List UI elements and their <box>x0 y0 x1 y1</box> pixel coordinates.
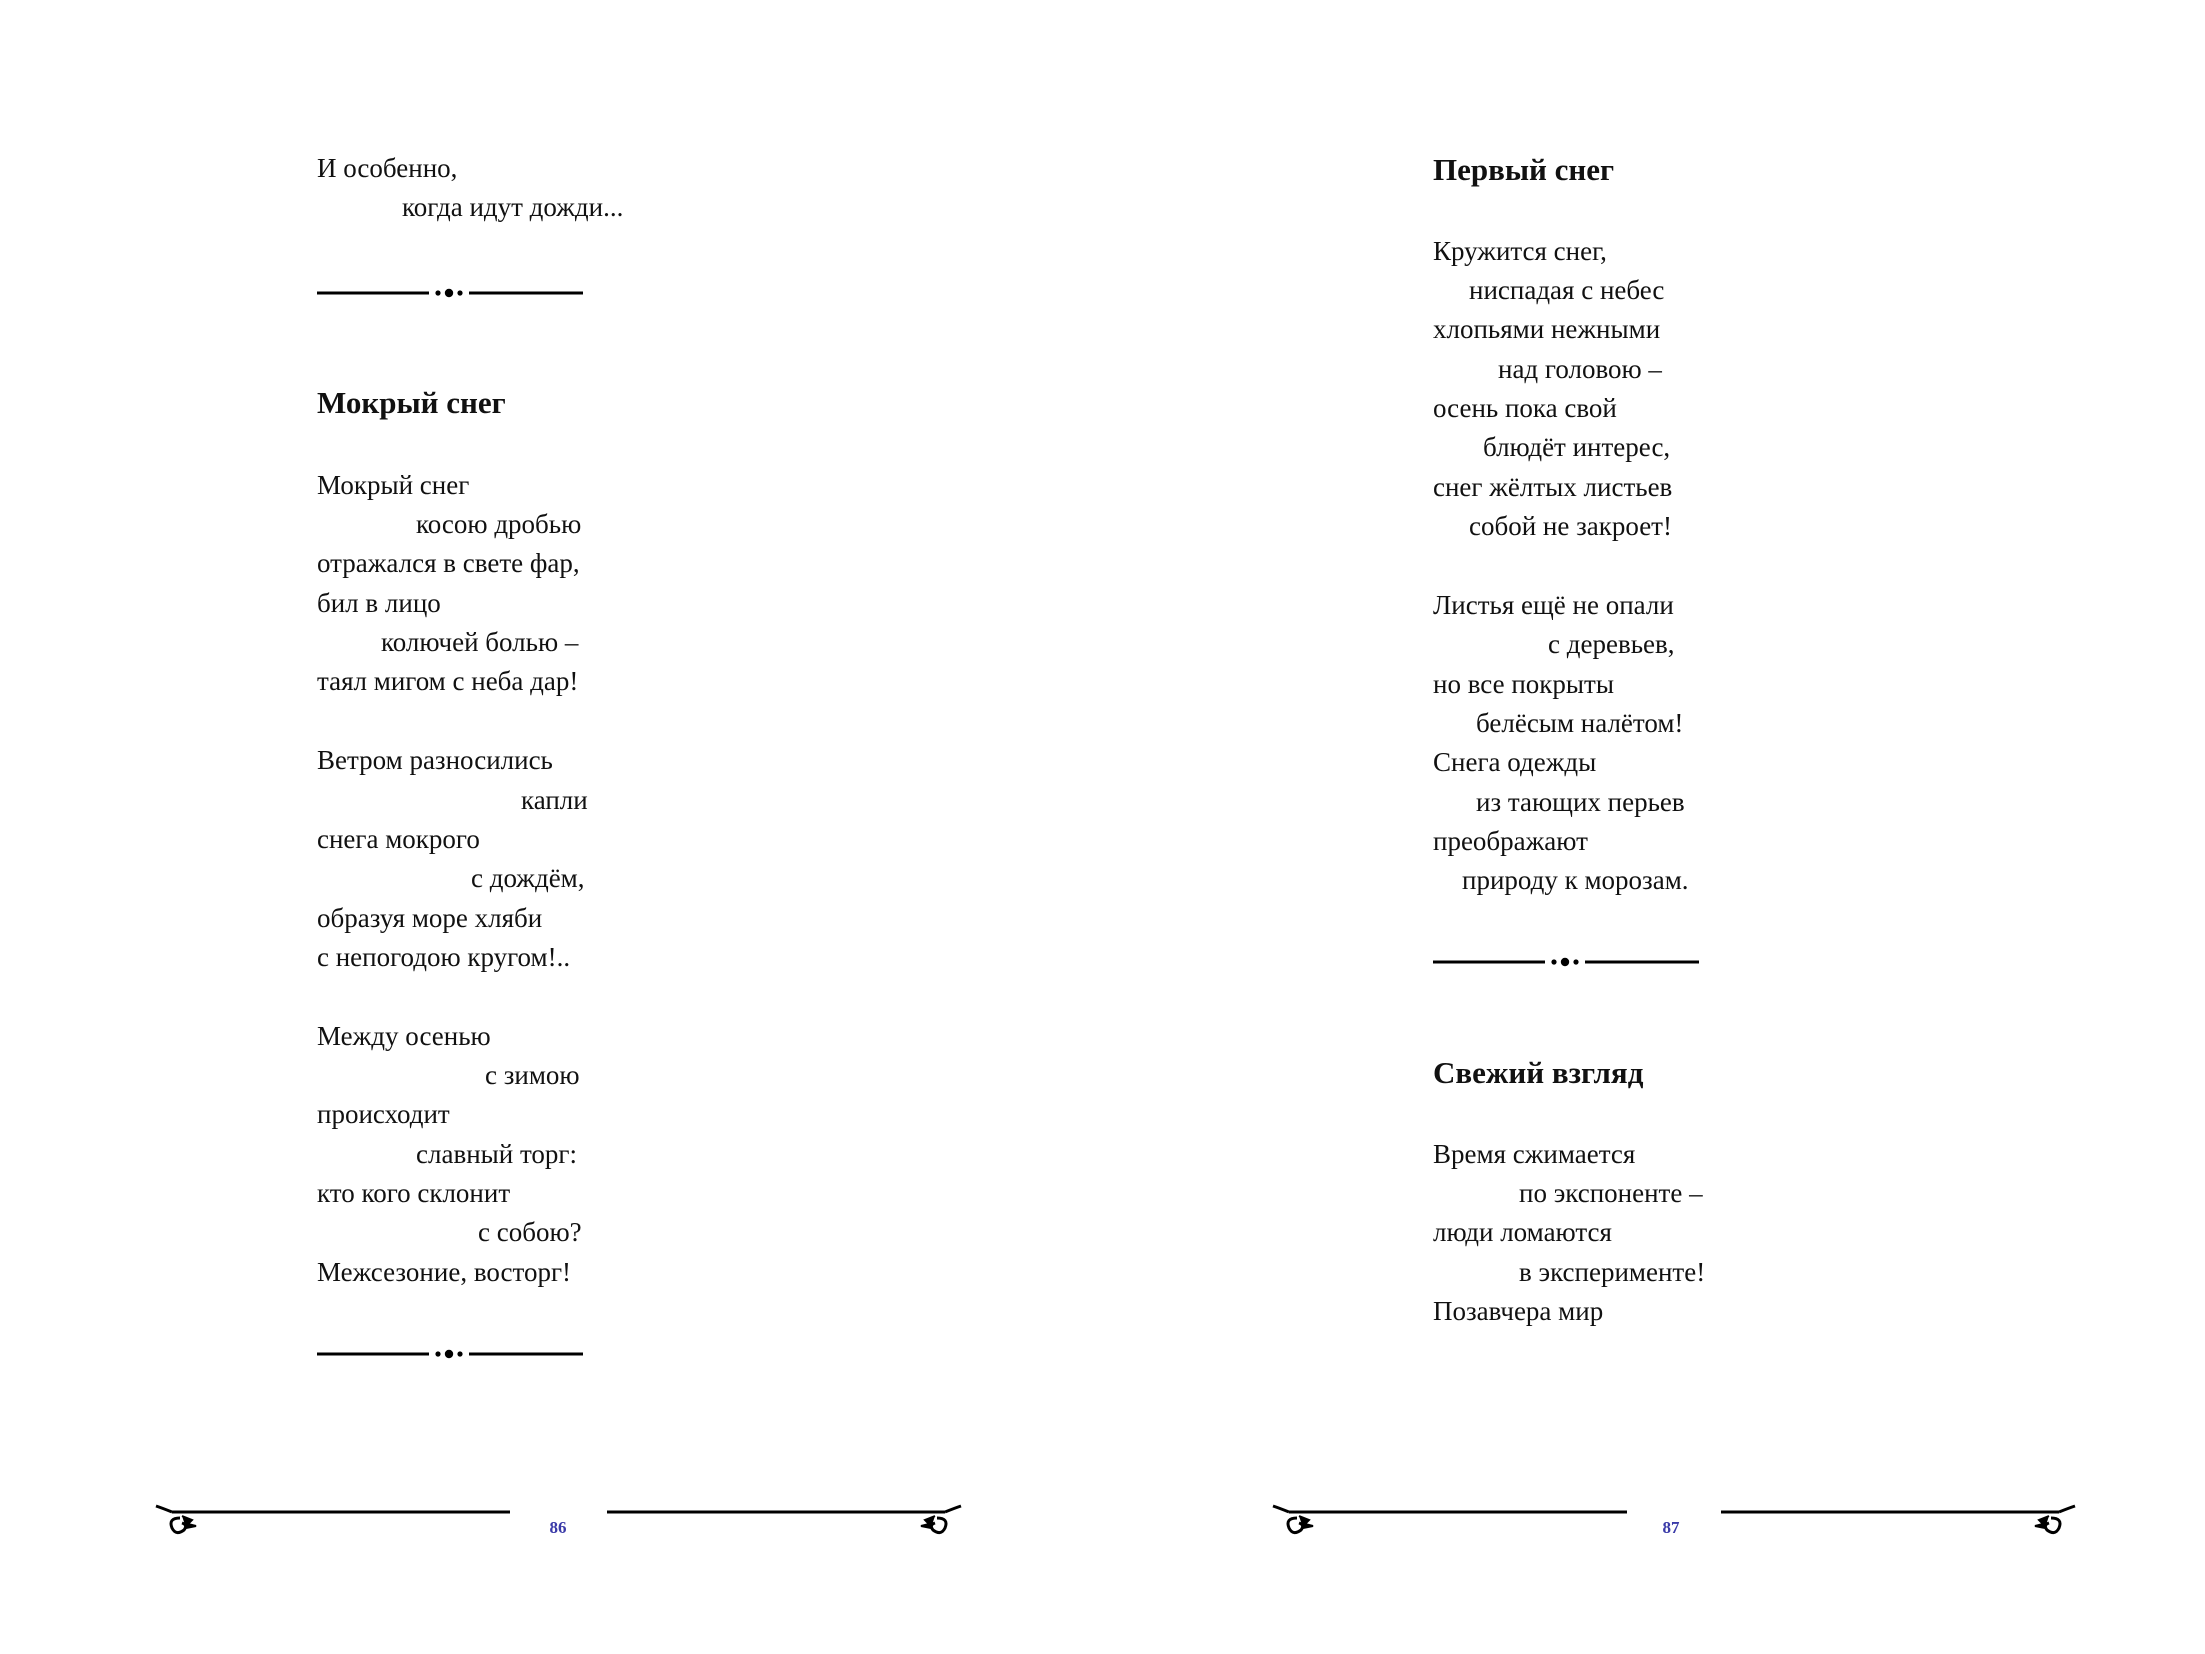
footer-rule-left <box>1269 1498 1629 1542</box>
poem-line: по экспоненте – <box>1519 1178 1703 1208</box>
poem-line: блюдёт интерес, <box>1483 432 1671 462</box>
poem-line: славный торг: <box>416 1139 577 1169</box>
poem-line: отражался в свете фар, <box>317 548 580 578</box>
right-page <box>1103 0 2205 1654</box>
poem-line: кто кого склонит <box>317 1178 511 1208</box>
poem-line: таял мигом с неба дар! <box>317 666 579 696</box>
poem-line: с деревьев, <box>1548 629 1675 659</box>
poem-title: Первый снег <box>1433 152 1615 187</box>
poem-line: в эксперименте! <box>1519 1257 1706 1287</box>
poem-line: Снега одежды <box>1433 747 1597 777</box>
poem-line: осень пока свой <box>1433 393 1617 423</box>
poem-line: Мокрый снег <box>317 470 470 500</box>
ornament-divider <box>1433 955 1699 969</box>
poem-line: с дождём, <box>471 863 585 893</box>
poem-line: над головою – <box>1498 354 1662 384</box>
poem-line: Межсезоние, восторг! <box>317 1257 572 1287</box>
poem-line: но все покрыты <box>1433 669 1614 699</box>
poem-line: капли <box>521 785 588 815</box>
poem-line: косою дробью <box>416 509 582 539</box>
poem-line: из тающих перьев <box>1476 787 1685 817</box>
poem-line: ниспадая с небес <box>1469 275 1665 305</box>
poem-line: бил в лицо <box>317 588 441 618</box>
poem-line: с непогодою кругом!.. <box>317 942 571 972</box>
poem-line: колючей болью – <box>381 627 579 657</box>
poem-line: снег жёлтых листьев <box>1433 472 1673 502</box>
poem-line: И особенно, <box>317 153 458 183</box>
poem-line: природу к морозам. <box>1462 865 1689 895</box>
poem-line: снега мокрого <box>317 824 480 854</box>
poem-line: Кружится снег, <box>1433 236 1607 266</box>
poem-line: с собою? <box>478 1217 582 1247</box>
poem-line: Между осенью <box>317 1021 491 1051</box>
poem-line: происходит <box>317 1099 450 1129</box>
poem-line: люди ломаются <box>1433 1217 1612 1247</box>
page-number: 87 <box>1662 1518 1680 1537</box>
poem-title: Мокрый снег <box>317 385 506 420</box>
poem-line: собой не закроет! <box>1469 511 1672 541</box>
poem-line: Позавчера мир <box>1433 1296 1604 1326</box>
poem-line: Листья ещё не опали <box>1433 590 1674 620</box>
poem-line: хлопьями нежными <box>1433 314 1661 344</box>
footer-rule-left <box>152 1498 512 1542</box>
left-page <box>0 0 1102 1654</box>
footer-rule-right <box>1719 1498 2079 1542</box>
poem-line: Время сжимается <box>1433 1139 1636 1169</box>
poem-line: преображают <box>1433 826 1588 856</box>
poem-line: с зимою <box>485 1060 580 1090</box>
poem-line: когда идут дожди... <box>402 192 624 222</box>
poem-title: Свежий взгляд <box>1433 1055 1644 1090</box>
page-number: 86 <box>549 1518 567 1537</box>
footer-rule-right <box>605 1498 965 1542</box>
poem-line: образуя море хляби <box>317 903 543 933</box>
poem-line: белёсым налётом! <box>1476 708 1684 738</box>
poem-line: Ветром разносились <box>317 745 553 775</box>
ornament-divider <box>317 286 583 300</box>
ornament-divider <box>317 1347 583 1361</box>
